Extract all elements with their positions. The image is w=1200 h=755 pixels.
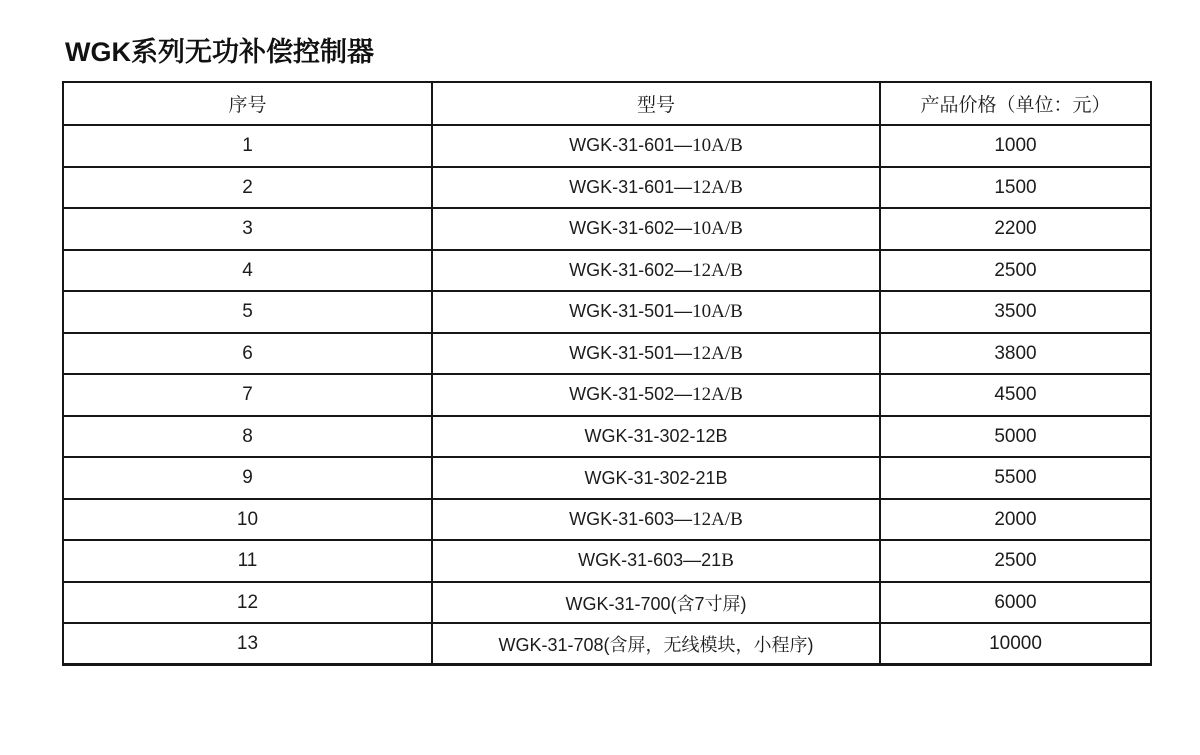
price-cell: 2500 [880, 250, 1151, 292]
serial-cell: 10 [63, 499, 432, 541]
price-table [62, 81, 1152, 666]
model-text: WGK-31-601— [569, 135, 693, 156]
model-suffix-text: B [721, 550, 734, 572]
model-cell [432, 374, 880, 416]
price-cell: 3800 [880, 333, 1151, 375]
model-text: WGK-31-501— [569, 342, 693, 363]
page-title: WGK系列无功补偿控制器 [65, 37, 374, 67]
serial-cell: 7 [63, 374, 432, 416]
table-row [63, 499, 1151, 541]
serial-cell: 8 [63, 416, 432, 458]
model-cell [432, 582, 880, 624]
serial-cell: 11 [63, 540, 432, 582]
price-cell: 2000 [880, 499, 1151, 541]
table-row [63, 416, 1151, 458]
serial-cell: 1 [63, 125, 432, 167]
table-row [63, 333, 1151, 375]
serial-cell: 13 [63, 623, 432, 665]
model-text: WGK-31-502— [569, 384, 693, 405]
table-row [63, 250, 1151, 292]
model-cell [432, 540, 880, 582]
model-cell [432, 499, 880, 541]
model-suffix-text: 10A/B [692, 301, 743, 323]
model-suffix-text: 12A/B [692, 342, 743, 364]
model-text: WGK-31-602— [569, 218, 693, 239]
table-row [63, 291, 1151, 333]
table-row [63, 167, 1151, 209]
price-cell: 10000 [880, 623, 1151, 665]
price-cell: 1500 [880, 167, 1151, 209]
model-text: WGK-31-602— [569, 259, 693, 280]
header-serial: 序号 [63, 82, 432, 125]
price-cell: 2200 [880, 208, 1151, 250]
header-price: 产品价格（单位：元） [880, 82, 1151, 125]
price-cell: 5000 [880, 416, 1151, 458]
price-cell: 4500 [880, 374, 1151, 416]
model-cell [432, 291, 880, 333]
table-row [63, 623, 1151, 665]
serial-cell: 3 [63, 208, 432, 250]
serial-cell: 4 [63, 250, 432, 292]
model-cell [432, 623, 880, 665]
table-row [63, 457, 1151, 499]
model-suffix-text: 12A/B [692, 176, 743, 198]
model-cell [432, 457, 880, 499]
table-row [63, 582, 1151, 624]
model-suffix-text: 12A/B [692, 384, 743, 406]
model-suffix-text: 12A/B [692, 508, 743, 530]
price-cell: 3500 [880, 291, 1151, 333]
price-cell: 6000 [880, 582, 1151, 624]
table-body [63, 125, 1151, 665]
table-row [63, 374, 1151, 416]
model-text: WGK-31-603—21 [578, 550, 722, 571]
model-text: WGK-31-302-12B [584, 426, 728, 447]
model-cell [432, 250, 880, 292]
model-text: WGK-31-603— [569, 508, 693, 529]
table-row [63, 125, 1151, 167]
model-cell [432, 125, 880, 167]
table-header-row [63, 82, 1151, 125]
model-text: WGK-31-302-21B [584, 467, 728, 488]
price-cell: 1000 [880, 125, 1151, 167]
serial-cell: 5 [63, 291, 432, 333]
model-cell [432, 167, 880, 209]
serial-cell: 2 [63, 167, 432, 209]
model-text: WGK-31-601— [569, 176, 693, 197]
serial-cell: 6 [63, 333, 432, 375]
model-text: WGK-31-501— [569, 301, 693, 322]
table-row [63, 208, 1151, 250]
price-cell: 5500 [880, 457, 1151, 499]
header-model: 型号 [432, 82, 880, 125]
model-suffix-text: 10A/B [692, 135, 743, 157]
price-cell: 2500 [880, 540, 1151, 582]
model-cell [432, 416, 880, 458]
serial-cell: 9 [63, 457, 432, 499]
model-text: WGK-31-700(含7寸屏) [565, 593, 747, 614]
model-suffix-text: 10A/B [692, 218, 743, 240]
model-text: WGK-31-708(含屏，无线模块，小程序) [498, 634, 814, 655]
model-cell [432, 208, 880, 250]
model-cell [432, 333, 880, 375]
model-suffix-text: 12A/B [692, 259, 743, 281]
serial-cell: 12 [63, 582, 432, 624]
table-row [63, 540, 1151, 582]
